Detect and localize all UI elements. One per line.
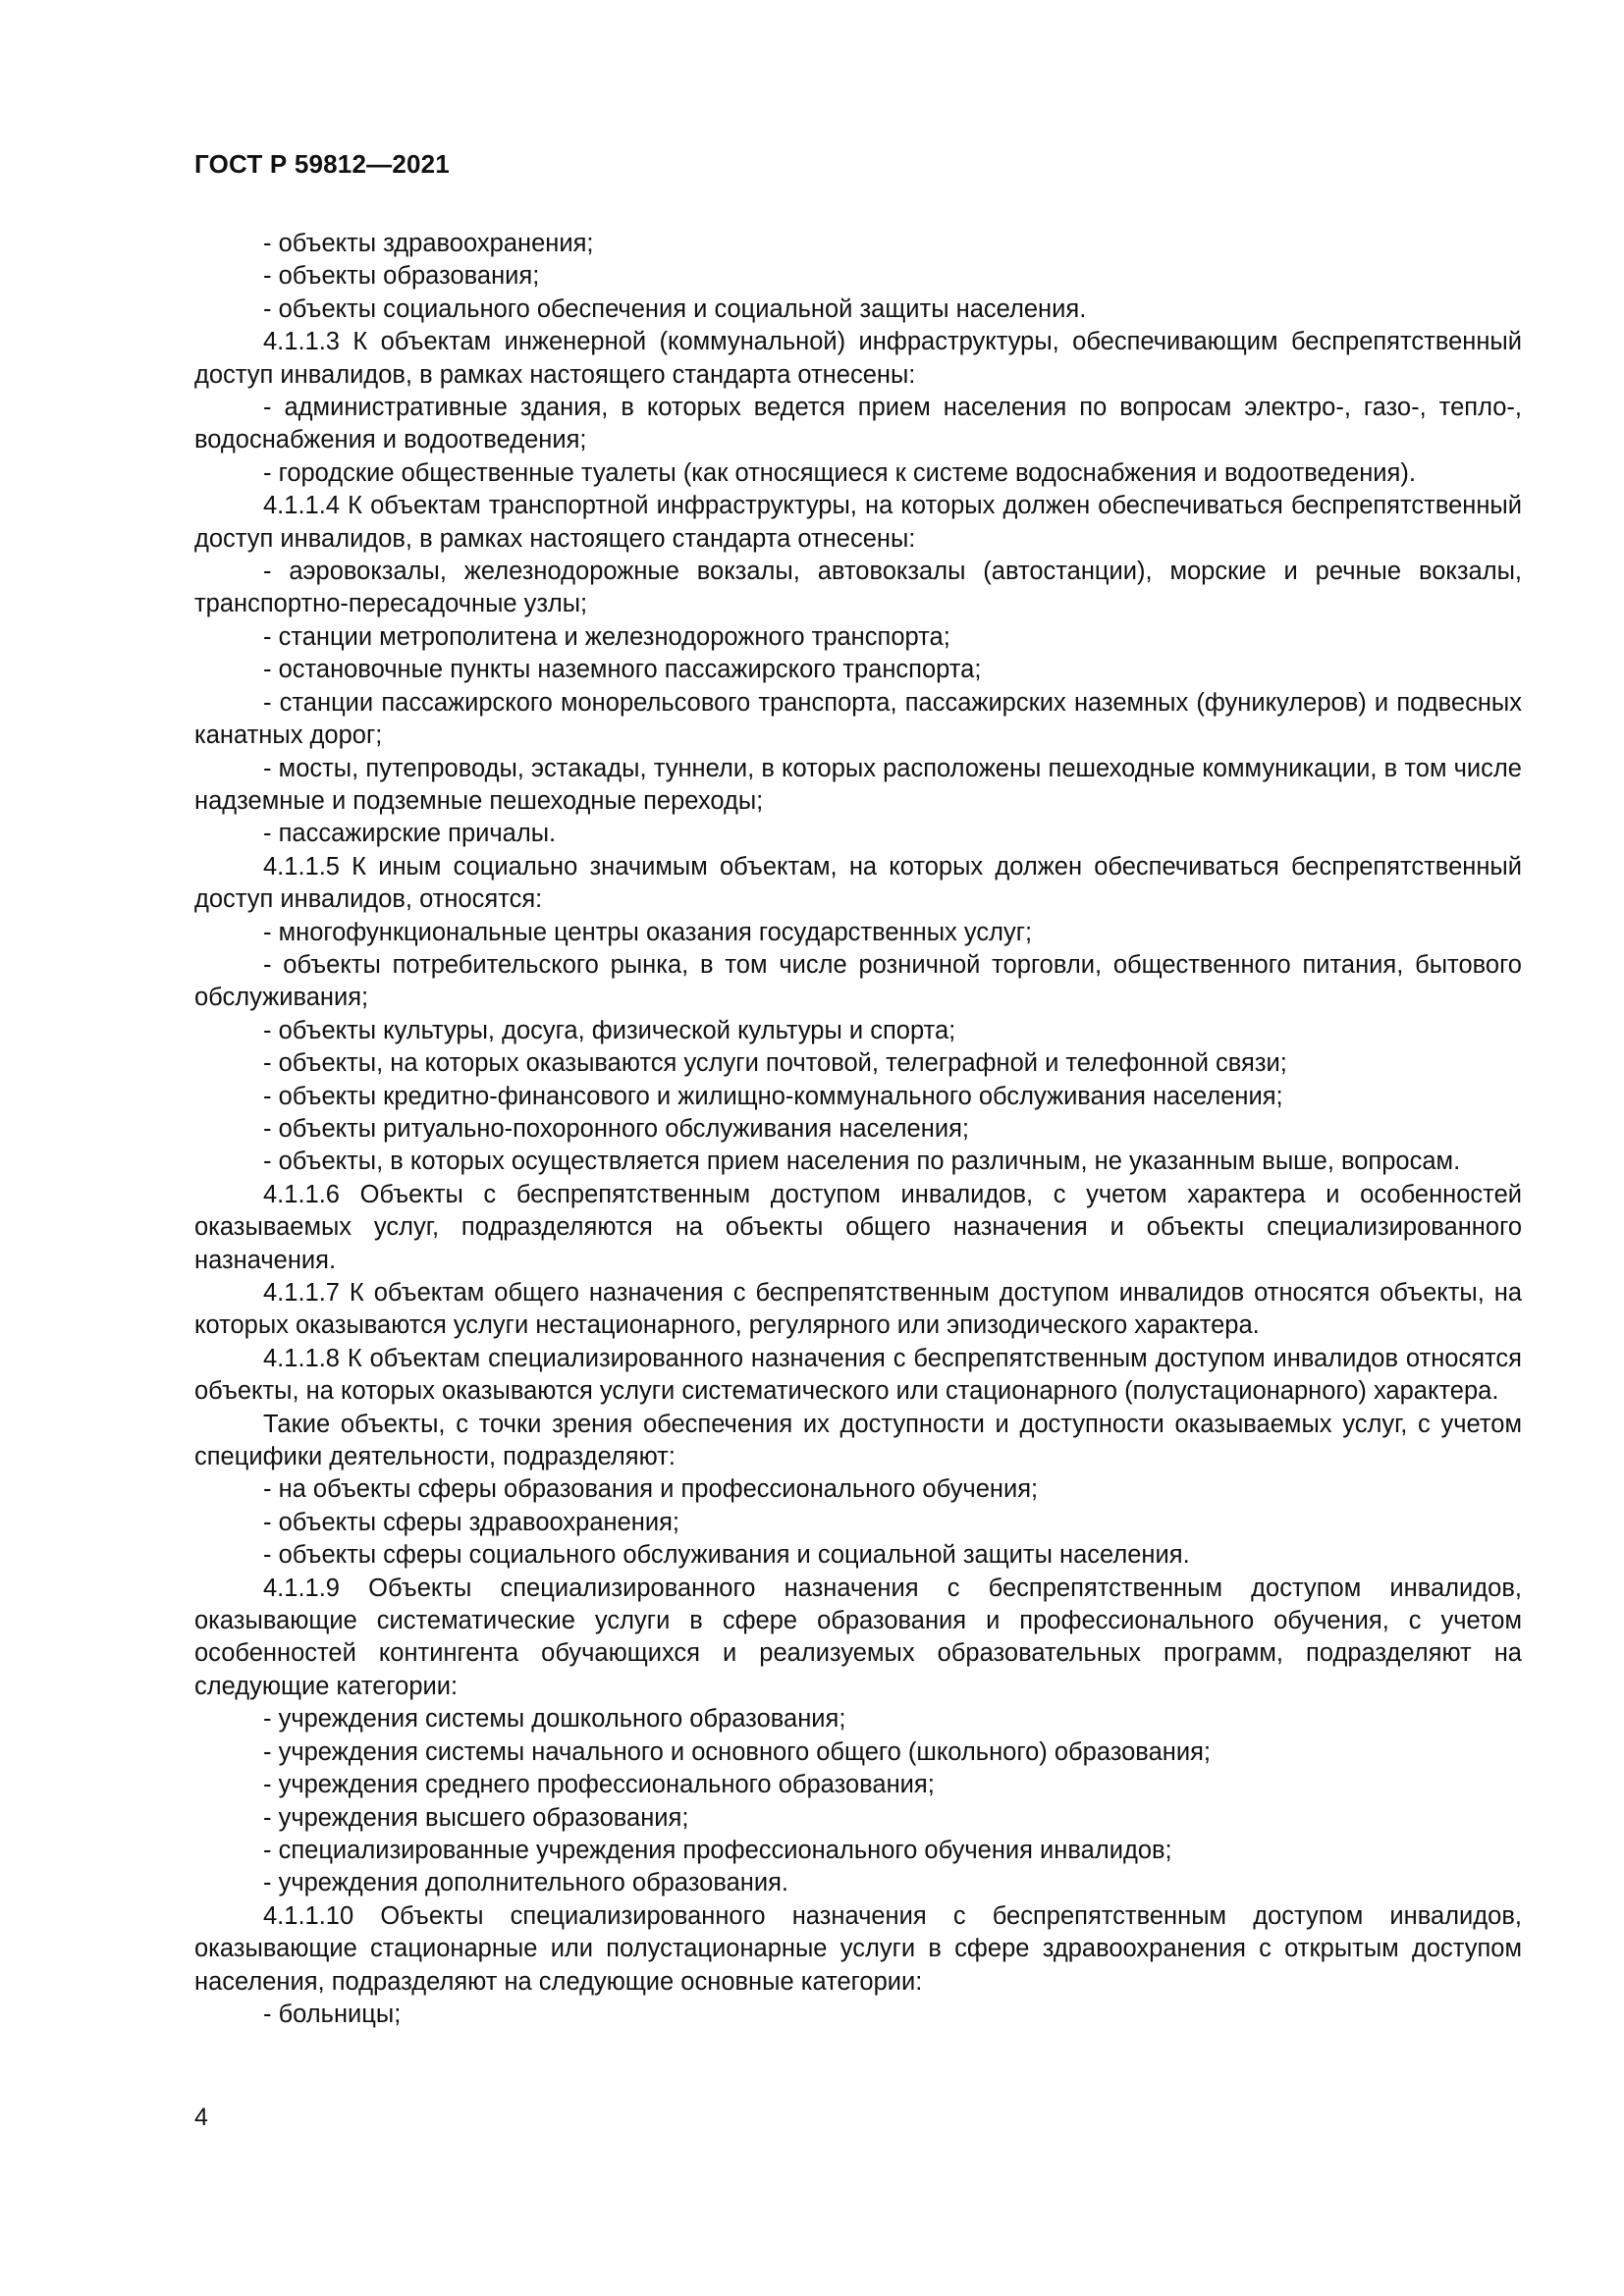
paragraph: 4.1.1.8 К объектам специализированного назначения с беспрепятственным доступом инвалидов относятся объекты, на которых оказываются услуги систематического или стационарного (полустационарного) характера. xyxy=(194,1344,1522,1406)
paragraph: - объекты социального обеспечения и социальной защиты населения. xyxy=(263,294,1087,323)
paragraph: - объекты здравоохранения; xyxy=(263,230,594,257)
paragraph: - учреждения системы начального и основного общего (школьного) образования; xyxy=(263,1737,1211,1766)
paragraph: - объекты ритуально-похоронного обслуживания населения; xyxy=(263,1114,969,1143)
paragraph: - объекты, в которых осуществляется прием населения по различным, не указанным выше, вопросам. xyxy=(263,1148,1461,1176)
paragraph: - объекты кредитно-финансового и жилищно-коммунального обслуживания населения; xyxy=(263,1082,1283,1110)
paragraph: 4.1.1.7 К объектам общего назначения с беспрепятственным доступом инвалидов относятся объекты, на которых оказываются услуги нестационарного, регулярного или эпизодического характера. xyxy=(194,1279,1522,1340)
paragraph: - объекты потребительского рынка, в том числе розничной торговли, общественного питания, бытового обслуживания; xyxy=(194,950,1522,1012)
paragraph: - станции метрополитена и железнодорожного транспорта; xyxy=(263,622,950,651)
paragraph: - объекты сферы здравоохранения; xyxy=(263,1508,679,1536)
paragraph: Такие объекты, с точки зрения обеспечения их доступности и доступности оказываемых услуг, с учетом специфики деятельности, подразделяют: xyxy=(194,1410,1522,1471)
paragraph: - на объекты сферы образования и профессионального обучения; xyxy=(263,1475,1039,1504)
paragraph: - учреждения дополнительного образования. xyxy=(263,1869,789,1897)
paragraph: - многофункциональные центры оказания государственных услуг; xyxy=(263,918,1033,946)
paragraph: - специализированные учреждения профессионального обучения инвалидов; xyxy=(263,1836,1172,1864)
paragraph: - объекты, на которых оказываются услуги почтовой, телеграфной и телефонной связи; xyxy=(263,1049,1287,1078)
page-number: 4 xyxy=(194,2104,208,2131)
paragraph: 4.1.1.9 Объекты специализированного назначения с беспрепятственным доступом инвалидов, оказывающие систематические услуги в сфере образования и профессионального обучения, с учетом особенностей контингента обучающихся и реализуемых образовательных программ, подразделяют на следующие категории: xyxy=(194,1574,1522,1700)
paragraph: 4.1.1.6 Объекты с беспрепятственным доступом инвалидов, с учетом характера и особенностей оказываемых услуг, подразделяются на объекты общего назначения и объекты специализированного назначения. xyxy=(194,1180,1522,1274)
paragraph: - городские общественные туалеты (как относящиеся к системе водоснабжения и водоотведения). xyxy=(263,458,1416,487)
paragraph: - объекты образования; xyxy=(263,262,540,291)
document-body xyxy=(194,228,1522,2031)
paragraph: - станции пассажирского монорельсового транспорта, пассажирских наземных (фуникулеров) и подвесных канатных дорог; xyxy=(194,688,1522,750)
paragraph: - остановочные пункты наземного пассажирского транспорта; xyxy=(263,656,982,684)
paragraph: 4.1.1.10 Объекты специализированного назначения с беспрепятственным доступом инвалидов, оказывающие стационарные или полустационарные услуги в сфере здравоохранения с открытым доступом населения, подразделяют на следующие основные категории: xyxy=(194,1901,1522,1996)
paragraph: - административные здания, в которых ведется прием населения по вопросам электро-, газо-, тепло-, водоснабжения и водоотведения; xyxy=(194,394,1522,454)
paragraph: - объекты сферы социального обслуживания и социальной защиты населения. xyxy=(263,1541,1190,1570)
paragraph: - учреждения системы дошкольного образования; xyxy=(263,1705,846,1734)
paragraph: 4.1.1.3 К объектам инженерной (коммунальной) инфраструктуры, обеспечивающим беспрепятственный доступ инвалидов, в рамках настоящего стандарта отнесены: xyxy=(194,328,1522,389)
paragraph: 4.1.1.5 К иным социально значимым объектам, на которых должен обеспечиваться беспрепятственный доступ инвалидов, относятся: xyxy=(194,852,1522,914)
paragraph: - объекты культуры, досуга, физической культуры и спорта; xyxy=(263,1016,956,1044)
paragraph: - мосты, путепроводы, эстакады, туннели, в которых расположены пешеходные коммуникации, в том числе надземные и подземные пешеходные переходы; xyxy=(194,754,1522,815)
paragraph: 4.1.1.4 К объектам транспортной инфраструктуры, на которых должен обеспечиваться беспрепятственный доступ инвалидов, в рамках настоящего стандарта отнесены: xyxy=(194,492,1522,553)
paragraph: - пассажирские причалы. xyxy=(263,820,557,848)
paragraph: - больницы; xyxy=(263,2000,402,2028)
document-header-standard-code: ГОСТ Р 59812—2021 xyxy=(194,149,450,179)
paragraph: - учреждения среднего профессионального образования; xyxy=(263,1771,935,1799)
paragraph: - учреждения высшего образования; xyxy=(263,1803,689,1832)
paragraph: - аэровокзалы, железнодорожные вокзалы, автовокзалы (автостанции), морские и речные вокзалы, транспортно-пересадочные узлы; xyxy=(194,558,1522,618)
